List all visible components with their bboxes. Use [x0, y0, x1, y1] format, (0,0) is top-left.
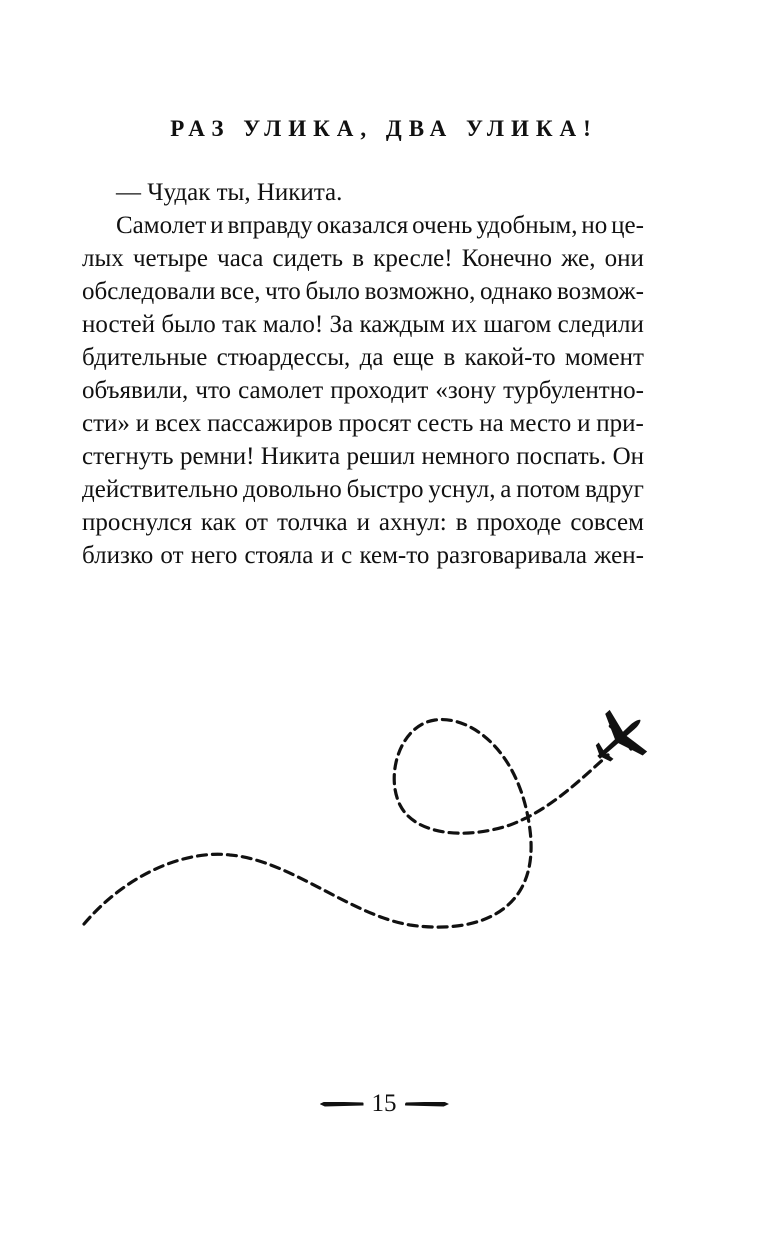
- text-line: сти» и всех пассажиров просят сесть на место и при-: [82, 410, 644, 437]
- ornament-dash-right: [405, 1102, 449, 1107]
- airplane-icon: [580, 700, 659, 778]
- text-line: — Чудак ты, Никита.: [116, 179, 343, 206]
- text-line: бдительные стюардессы, да еще в какой-то момент: [82, 344, 644, 371]
- page-footer: [0, 1090, 768, 1118]
- dashed-flight-path: [84, 720, 608, 928]
- body-text: [82, 176, 644, 572]
- text-line: действительно довольно быстро уснул, а потом вдруг: [82, 476, 644, 503]
- ornament-dash-left: [320, 1102, 364, 1107]
- text-line: ностей было так мало! За каждым их шагом следили: [82, 311, 644, 338]
- text-line: Самолет и вправду оказался очень удобным, но це-: [116, 212, 644, 239]
- text-line: объявили, что самолет проходит «зону турбулентно-: [82, 377, 644, 404]
- text-line: стегнуть ремни! Никита решил немного поспать. Он: [82, 443, 644, 470]
- text-line: лых четыре часа сидеть в кресле! Конечно же, они: [82, 245, 644, 272]
- text-line: близко от него стояла и с кем-то разговаривала жен-: [82, 542, 644, 569]
- text-line: проснулся как от толчка и ахнул: в проходе совсем: [82, 509, 644, 536]
- flight-path-illustration: [70, 700, 670, 960]
- page-number: 15: [371, 1090, 397, 1117]
- chapter-title: РАЗ УЛИКА, ДВА УЛИКА!: [170, 116, 598, 141]
- text-line: обследовали все, что было возможно, однако возмож-: [82, 278, 644, 305]
